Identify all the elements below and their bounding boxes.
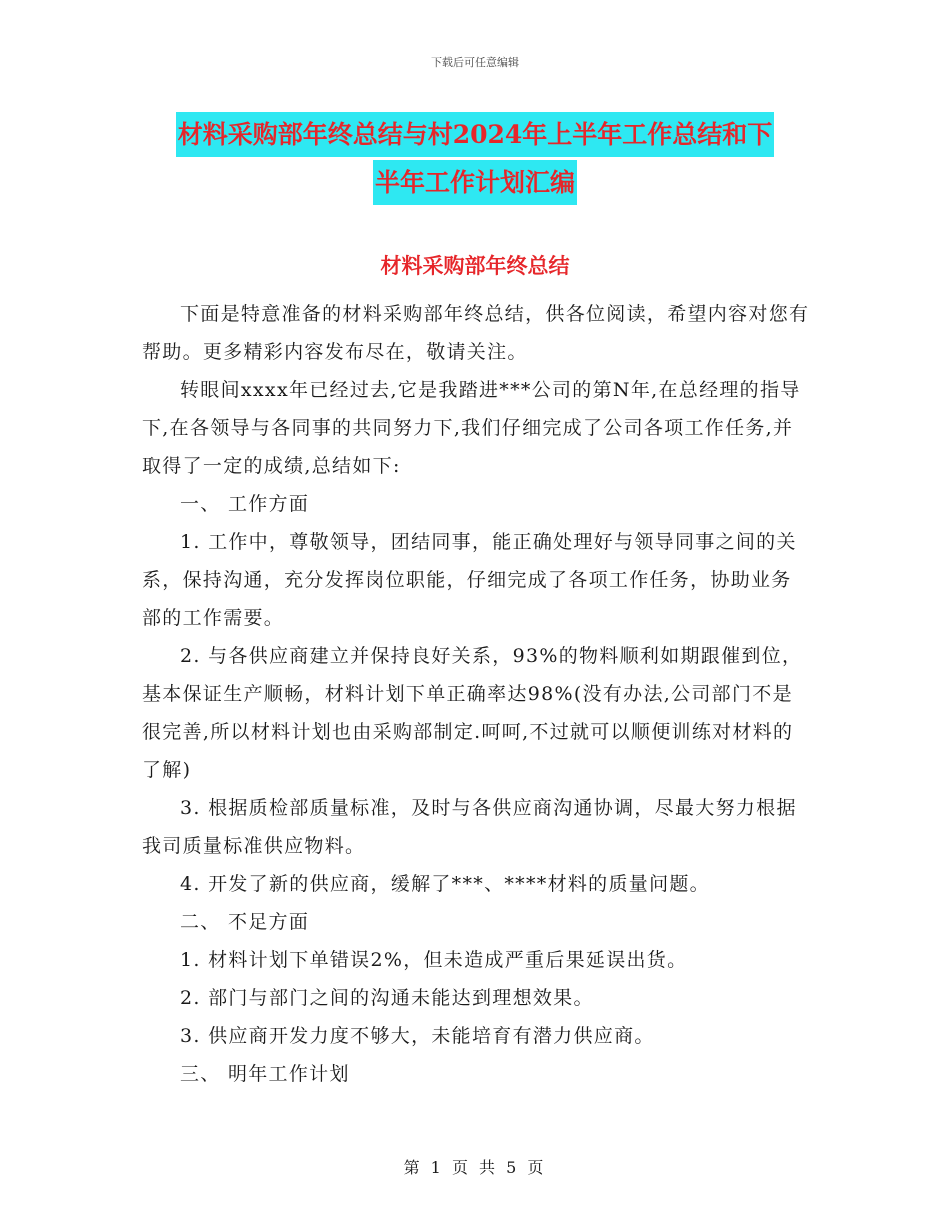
list-item-work-2: 2. 与各供应商建立并保持良好关系，93%的物料顺利如期跟催到位，基本保证生产顺畅，材料计划下单正确率达98%(没有办法,公司部门不是很完善,所以材料计划也由采购部制定.呵呵,不过就可以顺便训练对材料的了解) [142,645,803,781]
page-header-note: 下载后可任意编辑 [431,56,519,69]
list-item-shortcoming-3: 3. 供应商开发力度不够大，未能培育有潜力供应商。 [180,1025,655,1047]
heading-next-year-plan: 三、 明年工作计划 [180,1063,350,1085]
document-title-line-1: 材料采购部年终总结与村2024年上半年工作总结和下 [176,112,775,157]
list-item-shortcoming-1: 1. 材料计划下单错误2%，但未造成严重后果延误出货。 [180,949,688,971]
heading-work-aspects: 一、 工作方面 [180,493,310,515]
list-item-work-1: 1. 工作中，尊敬领导，团结同事，能正确处理好与领导同事之间的关系，保持沟通，充分发挥岗位职能，仔细完成了各项工作任务，协助业务部的工作需要。 [142,531,797,629]
list-item-work-3: 3. 根据质检部质量标准，及时与各供应商沟通协调，尽最大努力根据我司质量标准供应物料。 [142,797,797,857]
document-title-line-2: 半年工作计划汇编 [373,160,577,205]
document-body [142,295,810,1093]
paragraph-overview: 转眼间xxxx年已经过去,它是我踏进***公司的第N年,在总经理的指导下,在各领导与各同事的共同努力下,我们仔细完成了公司各项工作任务,并取得了一定的成绩,总结如下: [142,379,801,477]
paragraph-intro: 下面是特意准备的材料采购部年终总结，供各位阅读，希望内容对您有帮助。更多精彩内容发布尽在，敬请关注。 [142,303,810,363]
heading-shortcomings: 二、 不足方面 [180,911,310,933]
section-title: 材料采购部年终总结 [380,253,570,278]
list-item-work-4: 4. 开发了新的供应商，缓解了***、****材料的质量问题。 [180,873,710,895]
list-item-shortcoming-2: 2. 部门与部门之间的沟通未能达到理想效果。 [180,987,594,1009]
page-number: 第 1 页 共 5 页 [403,1158,547,1177]
document-title [140,112,810,208]
